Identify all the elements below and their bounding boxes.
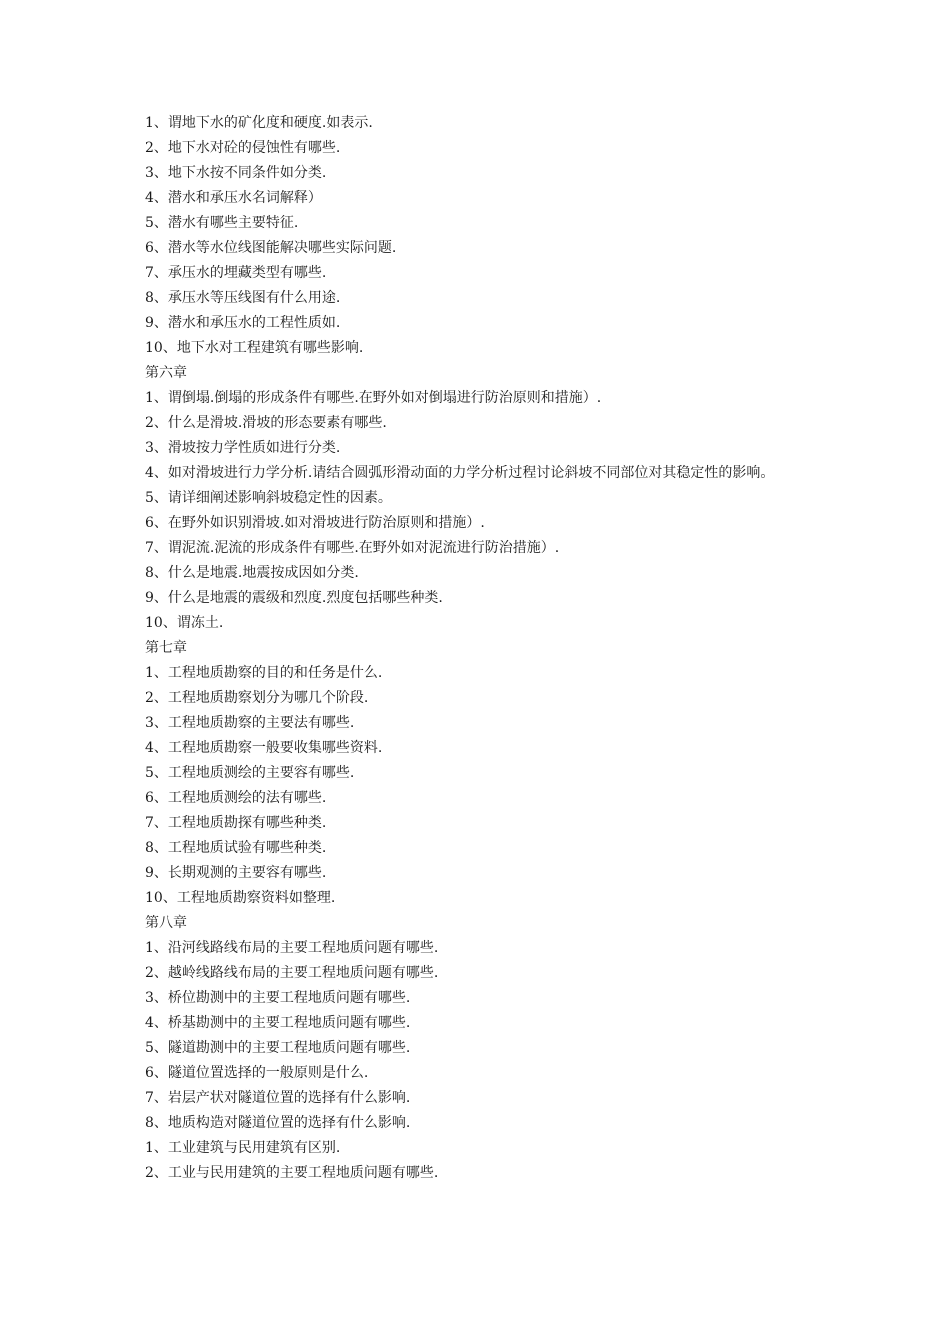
question-line: 6、隧道位置选择的一般原则是什么. <box>145 1065 369 1081</box>
question-line: 3、桥位勘测中的主要工程地质问题有哪些. <box>145 990 411 1006</box>
question-line: 5、潜水有哪些主要特征. <box>145 215 299 231</box>
question-line: 4、如对滑坡进行力学分析.请结合圆弧形滑动面的力学分析过程讨论斜坡不同部位对其稳定性的影响。 <box>145 465 775 481</box>
question-line: 8、地质构造对隧道位置的选择有什么影响. <box>145 1115 411 1131</box>
question-line: 6、在野外如识别滑坡.如对滑坡进行防治原则和措施）. <box>145 515 485 531</box>
question-line: 6、潜水等水位线图能解决哪些实际问题. <box>145 240 397 256</box>
question-line: 3、工程地质勘察的主要法有哪些. <box>145 715 355 731</box>
chapter-heading: 第八章 <box>145 915 187 931</box>
question-line: 2、地下水对砼的侵蚀性有哪些. <box>145 140 341 156</box>
chapter-heading: 第七章 <box>145 640 187 656</box>
question-line: 5、隧道勘测中的主要工程地质问题有哪些. <box>145 1040 411 1056</box>
chapter-heading: 第六章 <box>145 365 187 381</box>
question-line: 2、工程地质勘察划分为哪几个阶段. <box>145 690 369 706</box>
question-line: 7、工程地质勘探有哪些种类. <box>145 815 327 831</box>
question-line: 1、谓倒塌.倒塌的形成条件有哪些.在野外如对倒塌进行防治原则和措施）. <box>145 390 602 406</box>
question-line: 8、承压水等压线图有什么用途. <box>145 290 341 306</box>
question-line: 10、谓冻土. <box>145 615 224 631</box>
question-line: 1、沿河线路线布局的主要工程地质问题有哪些. <box>145 940 439 956</box>
question-line: 8、什么是地震.地震按成因如分类. <box>145 565 359 581</box>
question-line: 5、工程地质测绘的主要容有哪些. <box>145 765 355 781</box>
question-line: 7、谓泥流.泥流的形成条件有哪些.在野外如对泥流进行防治措施）. <box>145 540 560 556</box>
question-line: 10、地下水对工程建筑有哪些影响. <box>145 340 364 356</box>
question-line: 6、工程地质测绘的法有哪些. <box>145 790 327 806</box>
question-line: 1、工程地质勘察的目的和任务是什么. <box>145 665 383 681</box>
question-line: 9、什么是地震的震级和烈度.烈度包括哪些种类. <box>145 590 443 606</box>
question-line: 4、潜水和承压水名词解释） <box>145 190 322 206</box>
question-line: 3、滑坡按力学性质如进行分类. <box>145 440 341 456</box>
question-line: 10、工程地质勘察资料如整理. <box>145 890 336 906</box>
question-line: 1、工业建筑与民用建筑有区别. <box>145 1140 341 1156</box>
question-line: 3、地下水按不同条件如分类. <box>145 165 327 181</box>
document-body <box>145 111 835 1186</box>
question-line: 9、潜水和承压水的工程性质如. <box>145 315 341 331</box>
question-line: 8、工程地质试验有哪些种类. <box>145 840 327 856</box>
question-line: 2、越岭线路线布局的主要工程地质问题有哪些. <box>145 965 439 981</box>
question-line: 9、长期观测的主要容有哪些. <box>145 865 327 881</box>
question-line: 7、岩层产状对隧道位置的选择有什么影响. <box>145 1090 411 1106</box>
question-line: 4、工程地质勘察一般要收集哪些资料. <box>145 740 383 756</box>
question-line: 4、桥基勘测中的主要工程地质问题有哪些. <box>145 1015 411 1031</box>
question-line: 5、请详细阐述影响斜坡稳定性的因素。 <box>145 490 392 506</box>
question-line: 7、承压水的埋藏类型有哪些. <box>145 265 327 281</box>
question-line: 2、工业与民用建筑的主要工程地质问题有哪些. <box>145 1165 439 1181</box>
question-line: 2、什么是滑坡.滑坡的形态要素有哪些. <box>145 415 387 431</box>
question-line: 1、谓地下水的矿化度和硬度.如表示. <box>145 115 373 131</box>
